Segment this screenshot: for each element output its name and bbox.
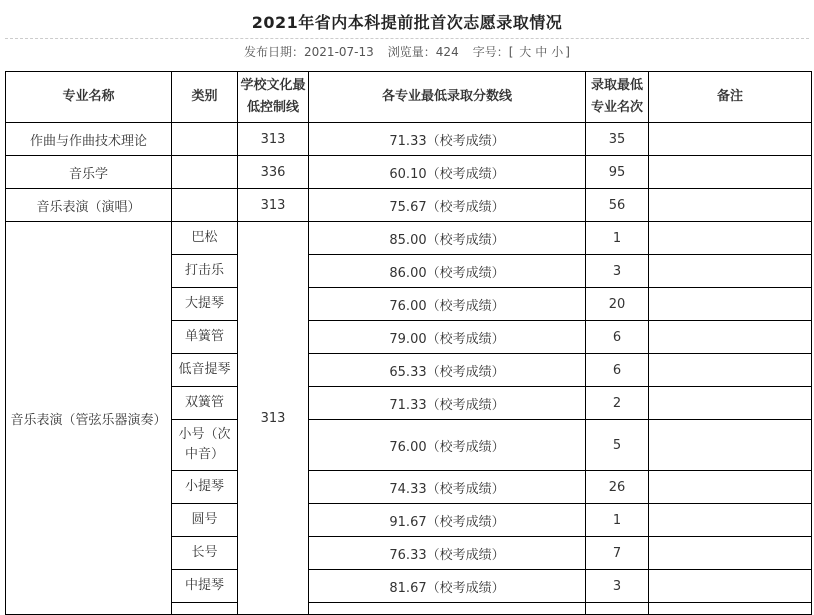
font-size-label: 字号： xyxy=(472,45,509,59)
font-size-large-link[interactable]: 大 xyxy=(519,45,532,59)
views-count: 424 xyxy=(435,45,459,59)
control-line-cell: 313 xyxy=(238,189,309,222)
note-cell xyxy=(649,420,812,471)
category-cell: 大提琴 xyxy=(172,288,238,321)
header-note: 备注 xyxy=(649,72,812,123)
note-cell xyxy=(649,387,812,420)
font-size-medium-link[interactable]: 中 xyxy=(535,45,548,59)
publish-date: 2021-07-13 xyxy=(304,45,374,59)
note-cell xyxy=(649,222,812,255)
min-score-cell: 76.33（校考成绩） xyxy=(309,537,586,570)
category-cell xyxy=(172,189,238,222)
note-cell xyxy=(649,570,812,603)
category-cell: 中提琴 xyxy=(172,570,238,603)
note-cell xyxy=(649,255,812,288)
control-line-cell: 313 xyxy=(238,123,309,156)
header-category: 类别 xyxy=(172,72,238,123)
category-cell: 低音提琴 xyxy=(172,354,238,387)
table-row xyxy=(6,189,812,222)
category-cell: 圆号 xyxy=(172,504,238,537)
category-cell: 打击乐 xyxy=(172,255,238,288)
header-min-rank: 录取最低 专业名次 xyxy=(586,72,649,123)
category-cell xyxy=(172,123,238,156)
note-cell xyxy=(649,288,812,321)
note-cell xyxy=(649,603,812,615)
min-rank-cell: 20 xyxy=(586,288,649,321)
min-rank-cell: 35 xyxy=(586,123,649,156)
control-line-cell: 336 xyxy=(238,156,309,189)
min-rank-cell: 1 xyxy=(586,504,649,537)
header-min-score: 各专业最低录取分数线 xyxy=(309,72,586,123)
publish-date-label: 发布日期： xyxy=(244,45,305,59)
min-score-cell: 91.67（校考成绩） xyxy=(309,504,586,537)
min-rank-cell: 7 xyxy=(586,537,649,570)
min-score-cell: 71.33（校考成绩） xyxy=(309,123,586,156)
major-cell: 音乐学 xyxy=(6,156,172,189)
min-rank-cell xyxy=(586,603,649,615)
table-header-row xyxy=(6,72,812,123)
font-size-small-link[interactable]: 小 xyxy=(551,45,564,59)
note-cell xyxy=(649,504,812,537)
header-major: 专业名称 xyxy=(6,72,172,123)
note-cell xyxy=(649,189,812,222)
category-cell: 单簧管 xyxy=(172,321,238,354)
min-score-cell: 76.00（校考成绩） xyxy=(309,420,586,471)
min-rank-cell: 3 xyxy=(586,255,649,288)
major-cell: 音乐表演（演唱） xyxy=(6,189,172,222)
min-rank-cell: 5 xyxy=(586,420,649,471)
note-cell xyxy=(649,471,812,504)
min-score-cell: 76.00（校考成绩） xyxy=(309,288,586,321)
note-cell xyxy=(649,537,812,570)
table-row xyxy=(6,222,812,255)
min-rank-cell: 56 xyxy=(586,189,649,222)
min-rank-cell: 3 xyxy=(586,570,649,603)
category-cell: 长号 xyxy=(172,537,238,570)
title-divider xyxy=(5,38,809,39)
min-rank-cell: 26 xyxy=(586,471,649,504)
group-major-cell: 音乐表演（管弦乐器演奏） xyxy=(6,222,172,615)
note-cell xyxy=(649,123,812,156)
category-cell xyxy=(172,156,238,189)
min-score-cell: 65.33（校考成绩） xyxy=(309,354,586,387)
major-cell: 作曲与作曲技术理论 xyxy=(6,123,172,156)
min-score-cell: 74.33（校考成绩） xyxy=(309,471,586,504)
table-row xyxy=(6,123,812,156)
min-score-cell: 75.67（校考成绩） xyxy=(309,189,586,222)
min-rank-cell: 6 xyxy=(586,321,649,354)
note-cell xyxy=(649,156,812,189)
min-score-cell: 60.10（校考成绩） xyxy=(309,156,586,189)
bracket-open: [ xyxy=(508,45,514,59)
min-rank-cell: 95 xyxy=(586,156,649,189)
article-meta xyxy=(0,43,814,60)
min-score-cell: 79.00（校考成绩） xyxy=(309,321,586,354)
min-score-cell: 86.00（校考成绩） xyxy=(309,255,586,288)
min-score-cell xyxy=(309,603,586,615)
group-control-line-cell: 313 xyxy=(238,222,309,615)
min-rank-cell: 1 xyxy=(586,222,649,255)
admission-table xyxy=(5,71,812,615)
category-cell: 小提琴 xyxy=(172,471,238,504)
page-title: 2021年省内本科提前批首次志愿录取情况 xyxy=(251,13,563,32)
bracket-close: ] xyxy=(565,45,570,59)
min-score-cell: 81.67（校考成绩） xyxy=(309,570,586,603)
note-cell xyxy=(649,321,812,354)
category-cell: 双簧管 xyxy=(172,387,238,420)
note-cell xyxy=(649,354,812,387)
category-cell: 小号（次中音） xyxy=(172,420,238,471)
table-row xyxy=(6,156,812,189)
min-rank-cell: 2 xyxy=(586,387,649,420)
min-score-cell: 85.00（校考成绩） xyxy=(309,222,586,255)
category-cell: 巴松 xyxy=(172,222,238,255)
category-cell xyxy=(172,603,238,615)
header-control-line: 学校文化最 低控制线 xyxy=(238,72,309,123)
min-score-cell: 71.33（校考成绩） xyxy=(309,387,586,420)
min-rank-cell: 6 xyxy=(586,354,649,387)
views-label: 浏览量： xyxy=(387,45,436,59)
